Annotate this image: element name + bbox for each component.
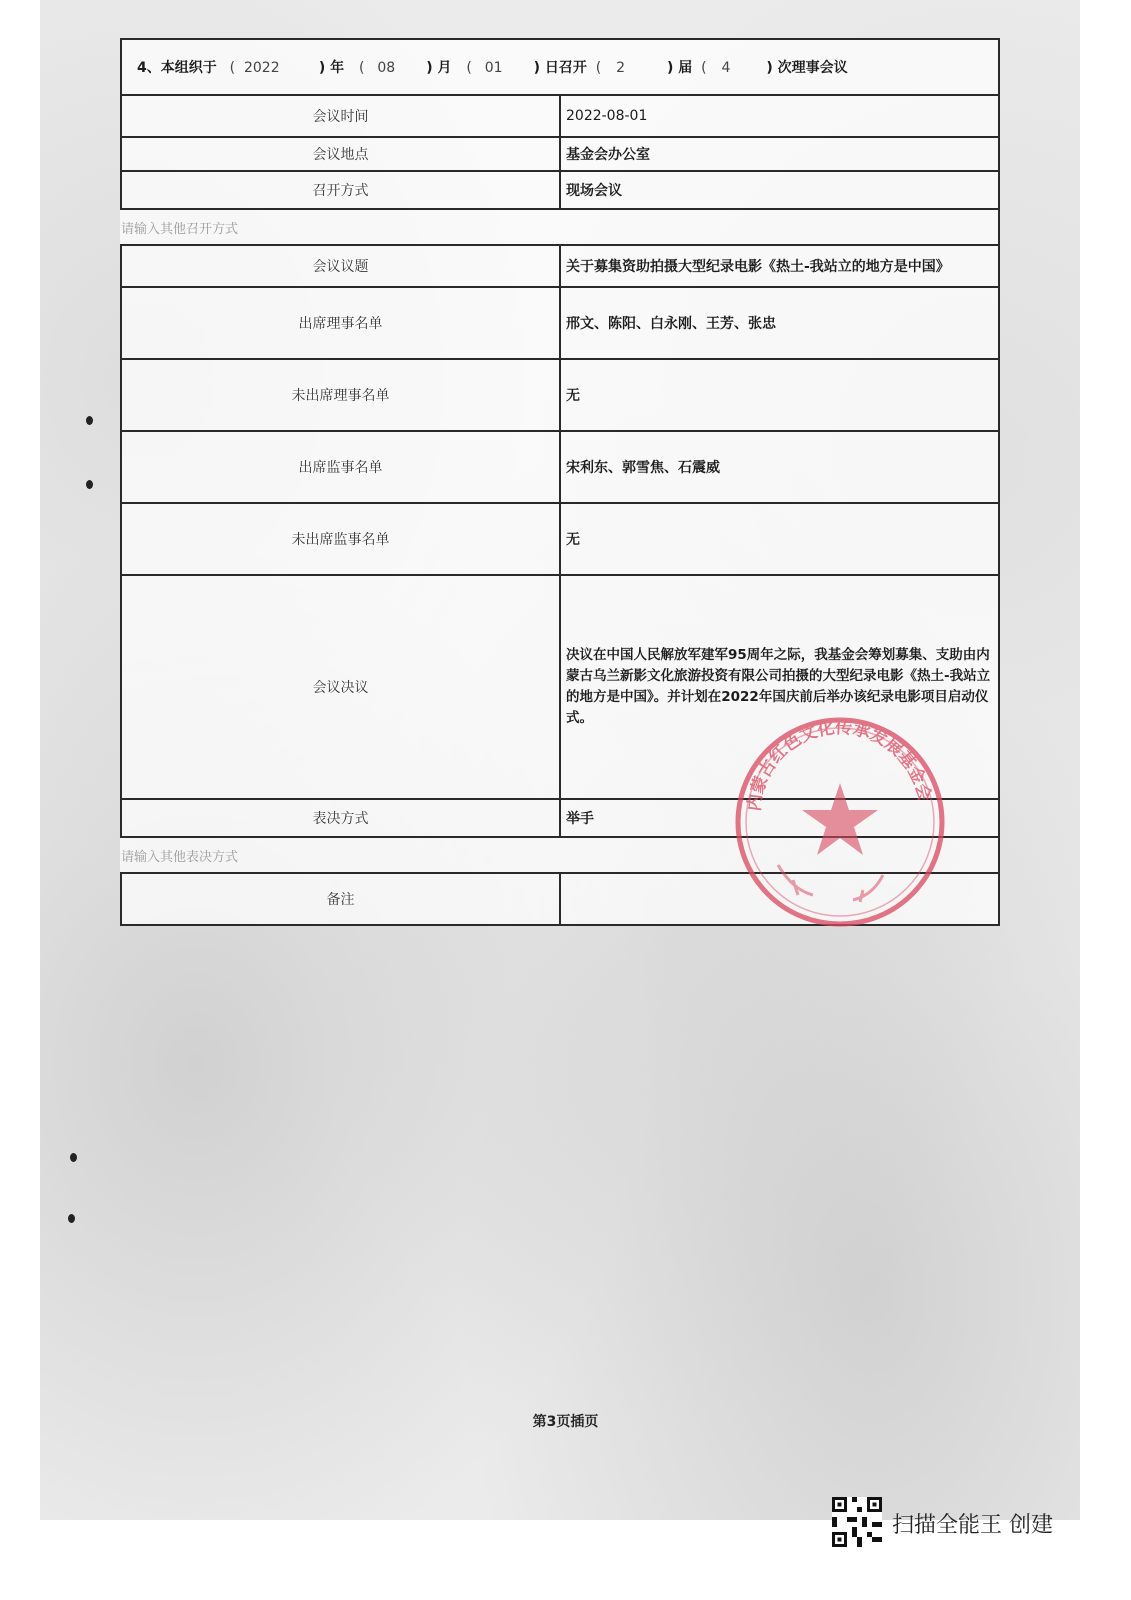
value-directors-absent[interactable]: 无 (560, 359, 999, 431)
label-resolution: 会议决议 (121, 575, 560, 799)
mode-other-input[interactable]: 请输入其他召开方式 (121, 209, 999, 245)
header-year: 2022 (243, 60, 280, 76)
vote-other-input[interactable]: 请输入其他表决方式 (121, 837, 999, 873)
value-meeting-time[interactable]: 2022-08-01 (560, 95, 999, 137)
label-meeting-mode: 召开方式 (121, 171, 560, 209)
scanner-app-credit: 扫描全能王 创建 (892, 1513, 1053, 1538)
value-supervisors-absent[interactable]: 无 (560, 503, 999, 575)
row-supervisors-absent (121, 503, 999, 575)
label-directors-present: 出席理事名单 (121, 287, 560, 359)
row-directors-absent (121, 359, 999, 431)
value-vote[interactable]: 举手 (560, 799, 999, 837)
header-meeting-no: 4 (721, 60, 731, 76)
header-day-unit: 日召开 (544, 60, 587, 76)
label-directors-absent: 未出席理事名单 (121, 359, 560, 431)
header-session-unit: 届 (678, 60, 693, 76)
label-vote: 表决方式 (121, 799, 560, 837)
label-meeting-topic: 会议议题 (121, 245, 560, 287)
header-month: 08 (377, 60, 396, 76)
value-meeting-topic[interactable]: 关于募集资助拍摄大型纪录电影《热土-我站立的地方是中国》 (560, 245, 999, 287)
form-header-row (121, 39, 999, 95)
row-mode-other (121, 209, 999, 245)
binding-hole-mark (86, 480, 93, 489)
seal-text: 内蒙古红色文化传承发展基金会 (744, 718, 935, 813)
label-meeting-time: 会议时间 (121, 95, 560, 137)
row-supervisors-present (121, 431, 999, 503)
header-meeting-unit: 次理事会议 (777, 60, 848, 76)
label-supervisors-absent: 未出席监事名单 (121, 503, 560, 575)
value-supervisors-present[interactable]: 宋利东、郭雪焦、石震威 (560, 431, 999, 503)
value-resolution[interactable]: 决议在中国人民解放军建军95周年之际，我基金会筹划募集、支助由内蒙古乌兰新影文化旅游投资有限公司拍摄的大型纪录电影《热土-我站立的地方是中国》。并计划在2022年国庆前后举办该纪录电影项目启动仪式。 (560, 575, 999, 799)
meeting-header: 4、本组织于 ( 2022 ) 年 ( 08 ) 月 ( 01 ) 日召开 ( 2 ) 届 ( 4 ) 次理事会议 (121, 39, 999, 95)
binding-hole-mark (70, 1153, 77, 1162)
row-meeting-mode (121, 171, 999, 209)
foundation-seal-stamp (733, 715, 947, 929)
value-meeting-mode[interactable]: 现场会议 (560, 171, 999, 209)
binding-hole-mark (86, 416, 93, 425)
header-session: 2 (616, 60, 626, 76)
label-remarks: 备注 (121, 873, 560, 925)
value-meeting-place[interactable]: 基金会办公室 (560, 137, 999, 171)
qr-code-icon (832, 1497, 882, 1547)
header-prefix: 4、本组织于 (137, 60, 217, 76)
row-directors-present (121, 287, 999, 359)
row-meeting-place (121, 137, 999, 171)
seal-star-icon (802, 783, 878, 855)
value-directors-present[interactable]: 邢文、陈阳、白永刚、王芳、张忠 (560, 287, 999, 359)
header-year-unit: 年 (330, 60, 345, 76)
header-month-unit: 月 (437, 60, 452, 76)
row-meeting-time (121, 95, 999, 137)
page-footer-label: 第3页插页 (532, 1414, 599, 1430)
label-meeting-place: 会议地点 (121, 137, 560, 171)
label-supervisors-present: 出席监事名单 (121, 431, 560, 503)
row-meeting-topic (121, 245, 999, 287)
header-day: 01 (484, 60, 503, 76)
binding-hole-mark (68, 1214, 75, 1223)
